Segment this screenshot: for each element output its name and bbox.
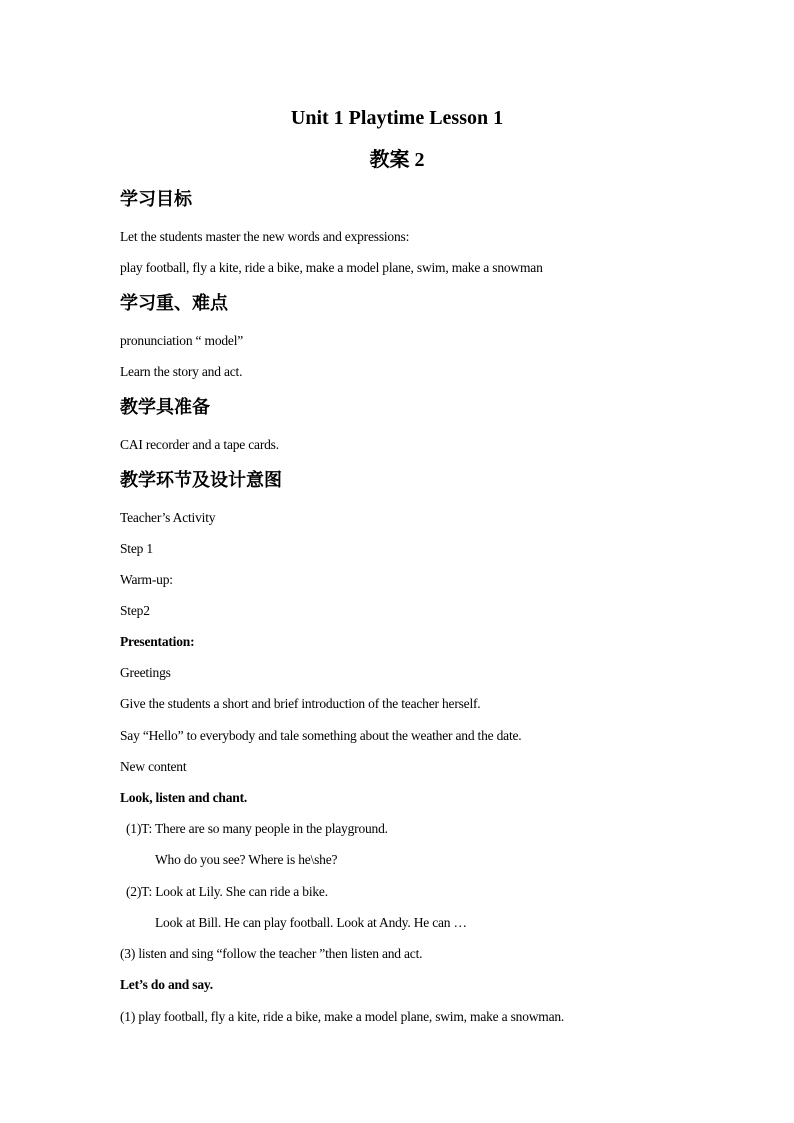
document-title: Unit 1 Playtime Lesson 1 xyxy=(290,107,504,129)
procedure-line: (2)T: Look at Lily. She can ride a bike. xyxy=(126,884,328,899)
procedure-line: Teacher’s Activity xyxy=(120,510,216,525)
heading-preparation: 教学具准备 xyxy=(120,397,210,418)
objectives-line-1: Let the students master the new words and expressions: xyxy=(120,229,410,244)
heading-objectives: 学习目标 xyxy=(120,189,192,210)
procedure-line-bold: Presentation: xyxy=(120,634,195,649)
procedure-line-bold: Look, listen and chant. xyxy=(120,790,248,805)
procedure-line: Step2 xyxy=(120,603,150,618)
heading-key-points: 学习重、难点 xyxy=(120,293,228,314)
procedure-line: Say “Hello” to everybody and tale something about the weather and the date. xyxy=(120,728,522,743)
key-points-line-1: pronunciation “ model” xyxy=(120,333,244,348)
procedure-line: Step 1 xyxy=(120,541,153,556)
procedure-line: Look at Bill. He can play football. Look at Andy. He can … xyxy=(155,915,467,930)
procedure-line: Who do you see? Where is he\she? xyxy=(155,852,338,867)
procedure-line: New content xyxy=(120,759,187,774)
document-subtitle: 教案 2 xyxy=(369,149,425,171)
procedure-line-bold: Let’s do and say. xyxy=(120,977,213,992)
objectives-line-2: play football, fly a kite, ride a bike, make a model plane, swim, make a snowman xyxy=(120,260,543,275)
preparation-line-1: CAI recorder and a tape cards. xyxy=(120,437,279,452)
procedure-line: Give the students a short and brief introduction of the teacher herself. xyxy=(120,696,481,711)
key-points-line-2: Learn the story and act. xyxy=(120,364,243,379)
procedure-line: Warm-up: xyxy=(120,572,173,587)
procedure-line: (3) listen and sing “follow the teacher ”then listen and act. xyxy=(120,946,423,961)
procedure-line: (1)T: There are so many people in the playground. xyxy=(126,821,388,836)
heading-procedure: 教学环节及设计意图 xyxy=(120,470,282,491)
procedure-line: (1) play football, fly a kite, ride a bike, make a model plane, swim, make a snowman. xyxy=(120,1009,565,1024)
procedure-line: Greetings xyxy=(120,665,171,680)
